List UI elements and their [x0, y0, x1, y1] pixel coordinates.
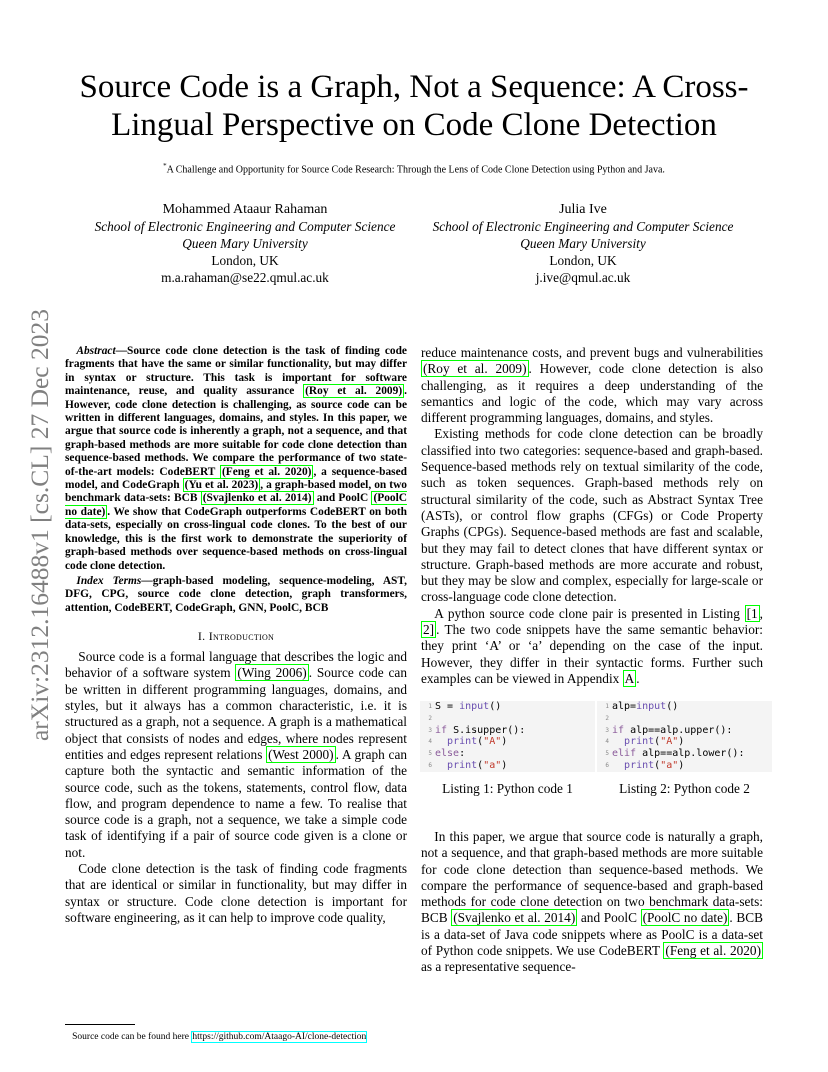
left-column: [65, 345, 407, 926]
code-line: 4 print("A"): [605, 736, 685, 748]
code-line: 6 print("a"): [428, 759, 508, 771]
footnote-url-link[interactable]: https://github.com/Ataago-AI/clone-detection: [192, 1032, 367, 1042]
code-line: 4 print("A"): [428, 736, 508, 748]
code-line: 1 alp=input(): [605, 701, 679, 712]
author-block-2: [423, 201, 743, 286]
footnote: Source code can be found here https://github.com/Ataago-AI/clone-detection: [72, 1032, 367, 1042]
citation-link[interactable]: (PoolC no date): [65, 492, 407, 518]
code-line: 5 elif alp==alp.lower():: [605, 748, 745, 760]
citation-link[interactable]: (Roy et al. 2009): [305, 385, 403, 398]
citation-link[interactable]: (Feng et al. 2020): [665, 943, 761, 959]
footnote-rule: [65, 1024, 135, 1025]
code-line: 6 print("a"): [605, 759, 685, 771]
right-paragraph-3: A python source code clone pair is presented in Listing [1 , 2] . The two code snippets have the same semantic behavior: they print ‘A’ or ‘a’ depending on the case of the input. However, they differ in their syntactic forms. Further such examples can be viewed in Appendix A .: [421, 605, 763, 686]
code-line: 1 S = input(): [428, 701, 502, 712]
citation-link[interactable]: (Feng et al. 2020): [222, 465, 312, 478]
author-dept: School of Electronic Engineering and Computer Science: [94, 219, 396, 234]
right-paragraph-1: reduce maintenance costs, and prevent bugs and vulnerabilities (Roy et al. 2009) . However, code clone detection is also challenging, as it requires a deep understanding of the semantics and logic of the code, which may vary across different programming languages, domains, and styles.: [421, 345, 763, 426]
appendix-ref-link[interactable]: A: [624, 670, 635, 686]
author-block-1: [85, 201, 405, 286]
citation-link[interactable]: (Svajlenko et al. 2014): [453, 910, 576, 926]
intro-paragraph-2: Code clone detection is the task of finding code fragments that are identical or similar in functionality, but may differ in syntax or structure. Code clone detection is important for software engineering, as it can help to improve code quality,: [65, 860, 407, 925]
author-name: Julia Ive: [559, 202, 607, 217]
intro-paragraph-1: Source code is a formal language that describes the logic and behavior of a software system (Wing 2006) . Source code can be written in different programming languages, domains, and styles, but it always has a common characteristic, i.e. it is structured as a graph, not a sequence. A graph is a mathematical object that consists of nodes and edges, where nodes represent entities and edges represent relations (West 2000) . A graph can capture both the syntactic and semantic information of the source code, such as the tokens, statements, control flow, data flow, and program dependence to name a few. To realise that source code is a graph, not a sequence, we take a simple code task of identifying if a pair of source code given is a clone or not.: [65, 649, 407, 860]
listing-2-caption: Listing 2: Python code 2: [619, 781, 750, 796]
code-listing-2: [597, 701, 772, 772]
code-line: 3 if S.isupper():: [428, 724, 526, 736]
right-column-lower: [421, 829, 763, 976]
paper-title: Source Code is a Graph, Not a Sequence: A Cross-Lingual Perspective on Code Clone Detection: [79, 69, 749, 143]
section-heading: I. Introduction: [197, 629, 275, 644]
title-footnote: *A Challenge and Opportunity for Source Code Research: Through the Lens of Code Clone Detection using Python and Java.: [163, 162, 665, 176]
listing-1-caption: Listing 1: Python code 1: [442, 781, 573, 796]
author-univ: Queen Mary University: [520, 236, 646, 251]
author-city: London, UK: [549, 253, 617, 268]
right-paragraph-2: Existing methods for code clone detection can be broadly classified into two categories: sequence-based and graph-based. Sequence-based methods rely on textual similarity of the code, such as token sequences. Graph-based methods rely on structural similarity of the code, such as Abstract Syntax Tree (ASTs), or control flow graphs (CFGs) or Code Property Graphs (CPGs). Sequence-based methods are fast and scalable, but they may fail to detect clones that have different syntax or structure. Graph-based methods are more accurate and robust, but they may be slow and complex, especially for large-scale or cross-language code clone detection.: [421, 426, 763, 605]
citation-link[interactable]: (Yu et al. 2023): [184, 479, 259, 492]
code-listing-1: [420, 701, 595, 772]
abstract: Abstract—Source code clone detection is the task of finding code fragments that have the same or similar functionality, but may differ in syntax or structure. This task is important for software maintenance, reuse, and quality assurance (Roy et al. 2009) . However, code clone detection is challenging, as source code can be written in different languages, domains, and styles. In this paper, we argue that source code is inherently a graph, not a sequence, and that graph-based methods are more suitable for code clone detection than sequence-based methods. We compare the performance of two state-of-the-art models: CodeBERT (Feng et al. 2020) , a sequence-based model, and CodeGraph (Yu et al. 2023) , a graph-based model, on two benchmark data-sets: BCB (Svajlenko et al. 2014) and PoolC (PoolC no date) . We show that CodeGraph outperforms CodeBERT on both data-sets, especially on cross-lingual code clones. To the best of our knowledge, this is the first work to demonstrate the superiority of graph-based methods over sequence-based methods on cross-lingual code clone detection.: [65, 345, 408, 572]
author-dept: School of Electronic Engineering and Computer Science: [432, 219, 734, 234]
listing-ref-link[interactable]: 2]: [423, 622, 435, 638]
code-line: 3 if alp==alp.upper():: [605, 724, 733, 736]
code-line: 2: [605, 714, 609, 722]
author-name: Mohammed Ataaur Rahaman: [162, 202, 328, 217]
author-email[interactable]: m.a.rahaman@se22.qmul.ac.uk: [161, 270, 329, 285]
citation-link[interactable]: (Wing 2006): [237, 665, 307, 681]
listing-ref-link[interactable]: [1: [746, 605, 758, 621]
citation-link[interactable]: (Svajlenko et al. 2014): [202, 492, 312, 505]
citation-link[interactable]: (PoolC no date): [642, 910, 728, 926]
right-column: [421, 345, 763, 687]
author-email[interactable]: j.ive@qmul.ac.uk: [535, 270, 631, 285]
citation-link[interactable]: (Roy et al. 2009): [423, 361, 527, 377]
code-line: 5 else:: [428, 748, 466, 760]
right-paragraph-4: In this paper, we argue that source code is naturally a graph, not a sequence, and that graph-based methods are more suitable for code clone detection than sequence-based methods. We compare the performance of sequence-based and graph-based methods for code clone detection on two benchmark data-sets: BCB (Svajlenko et al. 2014) and PoolC (PoolC no date) . BCB is a data-set of Java code snippets where as PoolC is a data-set of Python code snippets. We use CodeBERT (Feng et al. 2020) as a representative sequence-: [421, 829, 763, 975]
code-line: 2: [428, 714, 432, 722]
author-city: London, UK: [211, 253, 279, 268]
citation-link[interactable]: (West 2000): [268, 746, 334, 762]
author-univ: Queen Mary University: [182, 236, 308, 251]
index-terms: Index Terms—graph-based modeling, sequence-modeling, AST, DFG, CPG, source code clone detection, graph transformers, attention, CodeBERT, CodeGraph, GNN, PoolC, BCB: [65, 574, 407, 614]
arxiv-stamp: arXiv:2312.16488v1 [cs.CL] 27 Dec 2023: [25, 308, 54, 742]
